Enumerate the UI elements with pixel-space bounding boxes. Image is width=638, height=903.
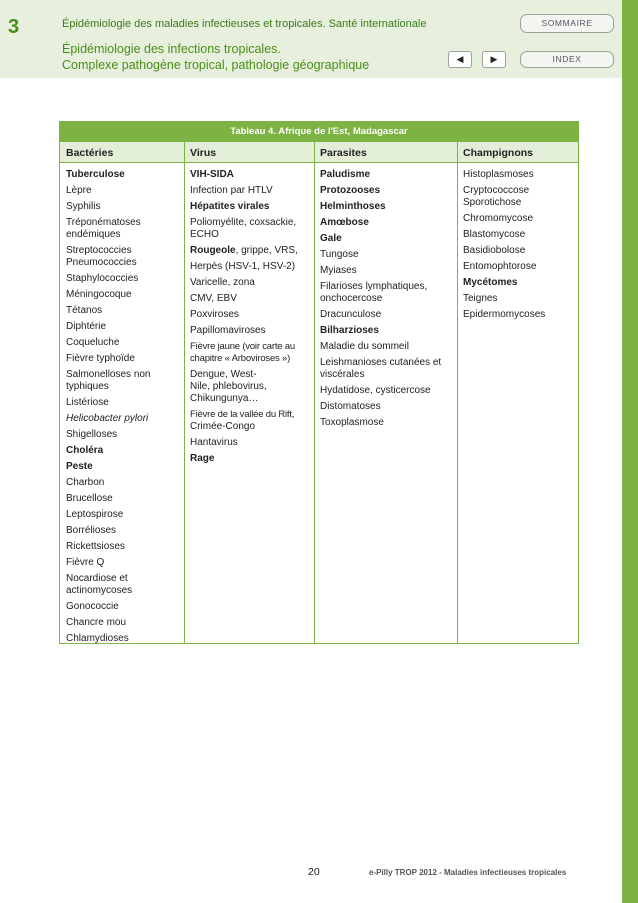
table-cell: Listériose bbox=[66, 397, 109, 408]
table-title: Tableau 4. Afrique de l'Est, Madagascar bbox=[60, 122, 578, 142]
table-cell: Brucellose bbox=[66, 493, 113, 504]
chapter-title: Épidémiologie des maladies infectieuses et tropicales. Santé internationale bbox=[62, 18, 427, 30]
table-cell: Peste bbox=[66, 461, 93, 472]
table-cell: Teignes bbox=[463, 293, 498, 304]
table-cell: Gale bbox=[320, 233, 342, 244]
table-cell: Poliomyélite, coxsackie, bbox=[190, 217, 297, 228]
table-cell: Gonococcie bbox=[66, 601, 119, 612]
section-title-line2: Complexe pathogène tropical, pathologie géographique bbox=[62, 58, 370, 72]
table-cell: Tréponématoses bbox=[66, 217, 141, 228]
table-cell: Chlamydioses bbox=[66, 633, 129, 644]
table-cell: ECHO bbox=[190, 229, 219, 240]
table-cell: Tuberculose bbox=[66, 169, 125, 180]
previous-page-button[interactable] bbox=[448, 51, 472, 68]
table-cell: Toxoplasmose bbox=[320, 417, 384, 428]
table-cell: Histoplasmoses bbox=[463, 169, 534, 180]
column-divider bbox=[314, 142, 315, 643]
table-cell: Fièvre typhoïde bbox=[66, 353, 135, 364]
table-cell: Choléra bbox=[66, 445, 104, 456]
table-header-row bbox=[60, 142, 578, 163]
table-cell: Rickettsioses bbox=[66, 541, 125, 552]
table-cell: Herpès (HSV-1, HSV-2) bbox=[190, 261, 296, 272]
table-cell: onchocercose bbox=[320, 293, 383, 304]
chapter-side-bar bbox=[622, 0, 638, 903]
table-cell: Pneumococcies bbox=[66, 257, 137, 268]
arrow-left-icon: ◀ bbox=[456, 54, 464, 64]
table-cell: VIH-SIDA bbox=[190, 169, 234, 180]
section-title-line1: Épidémiologie des infections tropicales. bbox=[62, 42, 281, 56]
table-cell: Charbon bbox=[66, 477, 105, 488]
header-champignons: Champignons bbox=[463, 147, 533, 159]
table-cell: Lèpre bbox=[66, 185, 92, 196]
table-cell: Mycétomes bbox=[463, 277, 518, 288]
table-cell: Amœbose bbox=[320, 217, 369, 228]
table-cell: Hépatites virales bbox=[190, 201, 270, 212]
table-cell: typhiques bbox=[66, 381, 109, 392]
table-cell: Leishmanioses cutanées et bbox=[320, 357, 442, 368]
table-cell: Syphilis bbox=[66, 201, 101, 212]
footer-book-title: e-Pilly TROP 2012 - Maladies infectieuses tropicales bbox=[369, 868, 567, 877]
table-cell: Filarioses lymphatiques, bbox=[320, 281, 428, 292]
table-cell: Dracunculose bbox=[320, 309, 382, 320]
table-cell: Diphtérie bbox=[66, 321, 107, 332]
table-cell: Coqueluche bbox=[66, 337, 120, 348]
table-cell: Méningocoque bbox=[66, 289, 132, 300]
table-cell: Chromomycose bbox=[463, 213, 534, 224]
arrow-right-icon: ▶ bbox=[490, 54, 498, 64]
index-button[interactable]: INDEX bbox=[520, 51, 614, 68]
table-cell: Bilharzioses bbox=[320, 325, 379, 336]
table-cell: Nocardiose et bbox=[66, 573, 128, 584]
table-cell: Chikungunya… bbox=[190, 393, 259, 404]
table-cell: Varicelle, zona bbox=[190, 277, 255, 288]
column-divider bbox=[184, 142, 185, 643]
table-cell: Tétanos bbox=[66, 305, 103, 316]
next-page-button[interactable] bbox=[482, 51, 506, 68]
table-cell: Chancre mou bbox=[66, 617, 127, 628]
table-cell: Tungose bbox=[320, 249, 359, 260]
table-cell: Hydatidose, cysticercose bbox=[320, 385, 431, 396]
table-cell: Protozooses bbox=[320, 185, 381, 196]
chapter-number: 3 bbox=[8, 16, 20, 38]
table-cell: Poxviroses bbox=[190, 309, 239, 320]
table-cell: Distomatoses bbox=[320, 401, 381, 412]
header-bacteries: Bactéries bbox=[66, 147, 114, 159]
table-cell: Helminthoses bbox=[320, 201, 386, 212]
header-virus: Virus bbox=[190, 147, 217, 159]
header-parasites: Parasites bbox=[320, 147, 367, 159]
table-cell: Sporotichose bbox=[463, 197, 522, 208]
table-cell: Rage bbox=[190, 453, 215, 464]
table-cell: Staphylococcies bbox=[66, 273, 139, 284]
table-cell: Crimée-Congo bbox=[190, 421, 256, 432]
table-cell: Blastomycose bbox=[463, 229, 526, 240]
table-cell: Paludisme bbox=[320, 169, 371, 180]
pathogen-table bbox=[59, 121, 579, 644]
table-cell: Cryptococcose bbox=[463, 185, 530, 196]
table-cell: Myiases bbox=[320, 265, 357, 276]
table-cell: Shigelloses bbox=[66, 429, 118, 440]
rougeole-text: Rougeole bbox=[190, 245, 236, 256]
table-cell: Fièvre jaune (voir carte au bbox=[190, 341, 295, 352]
table-cell: Dengue, West- bbox=[190, 369, 257, 380]
column-divider bbox=[457, 142, 458, 643]
table-cell: Entomophtorose bbox=[463, 261, 537, 272]
grippe-vrs-text: , grippe, VRS, bbox=[235, 245, 298, 256]
page-number: 20 bbox=[308, 866, 320, 878]
table-cell: chapitre « Arboviroses ») bbox=[190, 353, 291, 364]
table-cell: Epidermomycoses bbox=[463, 309, 546, 320]
table-cell: CMV, EBV bbox=[190, 293, 237, 304]
table-cell: Infection par HTLV bbox=[190, 185, 273, 196]
table-cell: Fièvre Q bbox=[66, 557, 105, 568]
table-cell: Borrélioses bbox=[66, 525, 117, 536]
table-cell: viscérales bbox=[320, 369, 365, 380]
table-cell bbox=[190, 245, 298, 257]
table-cell: Streptococcies bbox=[66, 245, 132, 256]
table-cell: Papillomaviroses bbox=[190, 325, 266, 336]
table-cell: Salmonelloses non bbox=[66, 369, 151, 380]
sommaire-button[interactable]: SOMMAIRE bbox=[520, 14, 614, 33]
table-cell: endémiques bbox=[66, 229, 121, 240]
table-cell: Helicobacter pylori bbox=[66, 413, 149, 424]
table-cell: Hantavirus bbox=[190, 437, 238, 448]
table-cell: Leptospirose bbox=[66, 509, 124, 520]
table-cell: Nile, phlebovirus, bbox=[190, 381, 267, 392]
table-cell: actinomycoses bbox=[66, 585, 133, 596]
table-cell: Maladie du sommeil bbox=[320, 341, 409, 352]
table-cell: Basidiobolose bbox=[463, 245, 526, 256]
table-cell: Fièvre de la vallée du Rift, bbox=[190, 409, 295, 420]
